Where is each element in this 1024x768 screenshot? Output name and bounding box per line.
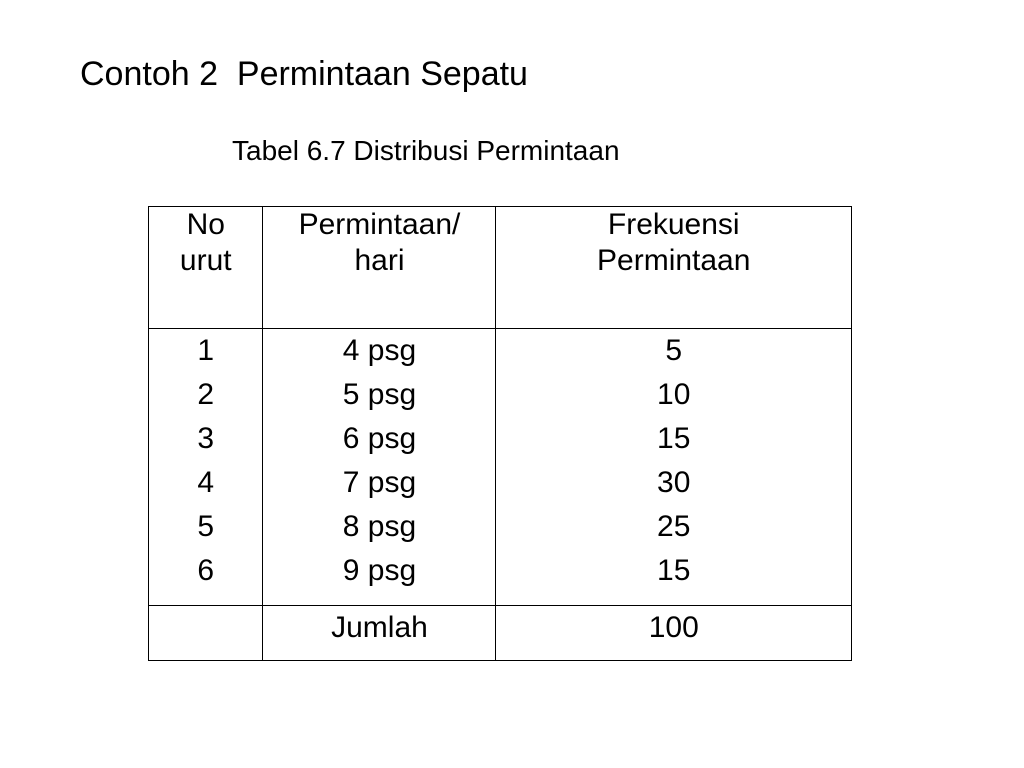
total-label: Jumlah: [263, 606, 496, 661]
table-cell: 6: [197, 554, 215, 587]
header-line: No: [186, 208, 225, 241]
header-no-urut: [149, 207, 263, 329]
slide-title: Contoh 2 Permintaan Sepatu: [80, 55, 528, 93]
table-cell: 4: [197, 466, 215, 499]
total-value: 100: [496, 606, 852, 661]
total-empty-cell: [149, 606, 263, 661]
table-cell: 2: [197, 378, 215, 411]
table-cell: 8 psg: [342, 510, 417, 543]
header-line: Permintaan: [597, 244, 751, 277]
header-permintaan-hari: [263, 207, 496, 329]
table-cell: 3: [197, 422, 215, 455]
table-header-row: [149, 207, 852, 329]
table-cell: 15: [657, 554, 691, 587]
table-cell: 7 psg: [342, 466, 417, 499]
table-total-row: [149, 606, 852, 661]
table-cell: 25: [657, 510, 691, 543]
table-cell: 6 psg: [342, 422, 417, 455]
table-cell: 9 psg: [342, 554, 417, 587]
table-caption: Tabel 6.7 Distribusi Permintaan: [232, 135, 620, 166]
table-cell: 4 psg: [342, 334, 417, 367]
no-urut-column: [149, 329, 263, 606]
header-frekuensi-permintaan: [496, 207, 852, 329]
table-cell: 5: [665, 334, 683, 367]
table-cell: 5 psg: [342, 378, 417, 411]
header-line: Permintaan/: [298, 208, 461, 241]
table-cell: 10: [657, 378, 691, 411]
table-cell: 1: [197, 334, 215, 367]
header-line: urut: [179, 244, 232, 277]
header-line: hari: [354, 244, 405, 277]
frekuensi-column: [496, 329, 852, 606]
header-line: Frekuensi: [607, 208, 740, 241]
table-body-row: [149, 329, 852, 606]
demand-distribution-table: [148, 206, 852, 661]
table-cell: 5: [197, 510, 215, 543]
table-cell: 15: [657, 422, 691, 455]
permintaan-column: [263, 329, 496, 606]
table-cell: 30: [657, 466, 691, 499]
